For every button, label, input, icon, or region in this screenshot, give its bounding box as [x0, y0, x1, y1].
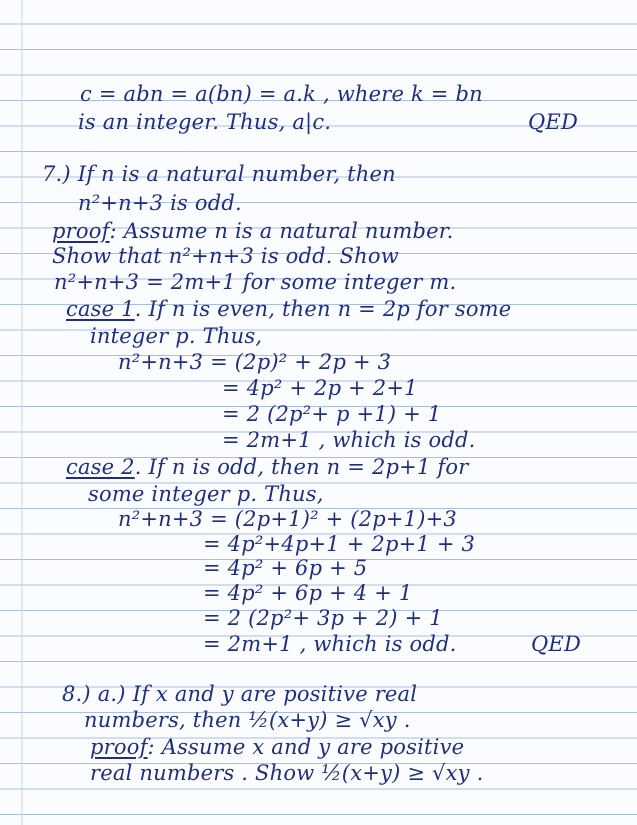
problem-7-statement: 7.) If n is a natural number, then [42, 162, 396, 186]
text-line-20: = 2 (2p²+ 3p + 2) + 1 [203, 606, 443, 630]
case-2-label: case 2 [66, 455, 135, 479]
text-line-21: = 2m+1 , which is odd. QED [203, 632, 581, 656]
text-line-11: = 4p² + 2p + 2+1 [222, 376, 418, 400]
text-line-16: n²+n+3 = (2p+1)² + (2p+1)+3 [118, 507, 457, 531]
text-line-10: n²+n+3 = (2p)² + 2p + 3 [118, 350, 392, 374]
problem-8-statement: 8.) a.) If x and y are positive real [62, 682, 418, 706]
text-line-13: = 2m+1 , which is odd. [222, 428, 476, 452]
text-line-19: = 4p² + 6p + 4 + 1 [203, 581, 413, 605]
text-line-12: = 2 (2p²+ p +1) + 1 [222, 402, 442, 426]
proof-label: proof [90, 735, 148, 759]
text-line-7: n²+n+3 = 2m+1 for some integer m. [54, 270, 457, 294]
text-line-25: real numbers . Show ½(x+y) ≥ √xy . [90, 761, 484, 785]
qed-mark: QED [531, 632, 581, 656]
qed-mark: QED [528, 110, 578, 134]
text-line-1: c = abn = a(bn) = a.k , where k = bn [80, 82, 483, 106]
case-2-line: case 2. If n is odd, then n = 2p+1 for [66, 455, 469, 479]
text-line-9: integer p. Thus, [90, 324, 263, 348]
text-line-2: is an integer. Thus, a|c. QED [78, 110, 578, 134]
text-line-6: Show that n²+n+3 is odd. Show [52, 244, 399, 268]
text-line-18: = 4p² + 6p + 5 [203, 556, 368, 580]
text-line-15: some integer p. Thus, [88, 482, 324, 506]
text-line-23: numbers, then ½(x+y) ≥ √xy . [84, 708, 411, 732]
case-1-line: case 1. If n is even, then n = 2p for some [66, 297, 512, 321]
text-line-17: = 4p²+4p+1 + 2p+1 + 3 [203, 532, 476, 556]
proof-line: proof: Assume n is a natural number. [52, 219, 454, 243]
case-1-label: case 1 [66, 297, 135, 321]
proof-label: proof [52, 219, 110, 243]
proof-line-2: proof: Assume x and y are positive [90, 735, 465, 759]
text-line-4: n²+n+3 is odd. [78, 191, 242, 215]
